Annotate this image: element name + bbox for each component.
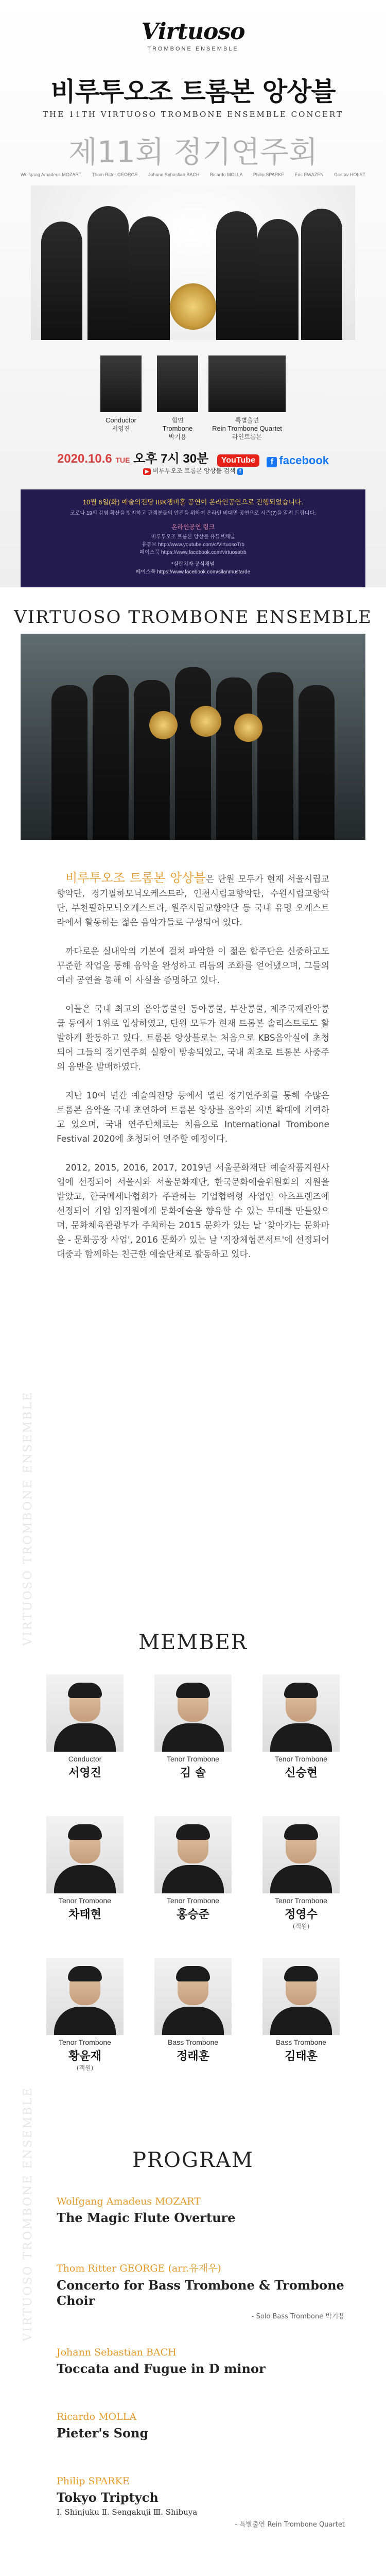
intro-paragraph: 2012, 2015, 2016, 2017, 2019년 서울문화재단 예술작품지원사업에 선정되어 서울시와 서울문화재단, 한국문화예술위원회의 지원을 받았고, 한국메세나협회가 주관하는 기업협력형 사업인 아츠프렌즈에 선정되어 기업 임직원에게 문화예술을 향유할 수 있는 무대를 만들었으며, 문화체육관광부가 주최하는 2015 문화가 있는 날 '찾아가는 문화마을 - 문화공장 사업', 2016 문화가 있는 날 '직장체험콘서트'에 선정되어 대중과 함께하는 친근한 예술단체로 활동하고 있다.	[57, 1163, 329, 1260]
program-composer: Ricardo MOLLA	[57, 2411, 137, 2422]
member-photo	[46, 1958, 124, 2035]
member-photo	[154, 1816, 232, 1893]
performer-silhouette	[216, 211, 257, 340]
program-composer: Wolfgang Amadeus MOZART	[57, 2196, 201, 2207]
trombone-bell-icon	[170, 283, 216, 330]
poster-header	[0, 0, 386, 587]
composer-strip-item: Philip SPARKE	[253, 172, 285, 177]
member-card	[41, 1958, 129, 2072]
performer-silhouette	[129, 216, 170, 340]
concert-title-korean: 비루투오조 트롬본 앙상블	[50, 77, 336, 107]
member-name: 정래훈	[177, 2050, 209, 2063]
trombone-bell-icon	[190, 706, 221, 737]
member-role: Tenor Trombone	[275, 1755, 327, 1763]
concert-subtitle: 제11회 정기연주회	[68, 134, 318, 170]
logo-main: Virtuoso	[141, 19, 245, 45]
performer-silhouette	[257, 219, 299, 340]
facebook-mini-icon: f	[237, 468, 243, 475]
member-card	[257, 1674, 345, 1780]
member-photo	[262, 1674, 340, 1752]
soloist-photo	[157, 355, 198, 412]
member-silhouette	[299, 685, 335, 840]
member-photo	[46, 1674, 124, 1752]
program-solo: - Solo Bass Trombone 박기용	[251, 2313, 345, 2320]
hero-photo	[31, 185, 355, 340]
member-card	[149, 1958, 237, 2063]
program-item	[57, 2411, 345, 2441]
member-role: Bass Trombone	[167, 2038, 219, 2046]
member-name: 홍승준	[177, 1908, 209, 1921]
notice-extra-links[interactable]: *실란치자 공식채널 페이스북 https://www.facebook.com/silanmustarde	[135, 562, 251, 575]
member-role: Tenor Trombone	[167, 1755, 219, 1763]
program-item	[57, 2196, 345, 2226]
member-name: 황윤재	[68, 2050, 101, 2063]
program-item	[57, 2261, 345, 2322]
composer-strip	[21, 172, 365, 177]
event-time: 오후 7시 30분	[133, 452, 209, 466]
intro-paragraph: 이들은 국내 최고의 음악콩쿨인 동아콩쿨, 부산콩쿨, 제주국제관악콩쿨 등에서 1위로 입상하였고, 단원 모두가 현재 트롬본 솔리스트로도 활발하게 활동하고 있다. 트롬본 앙상블로는 처음으로 KBS음악실에 초청되어 그들의 정기연주회 실황이 방송되었고, 국내 최초로 트롬본 사중주의 음반을 발매하였다.	[57, 1004, 329, 1072]
member-role: Tenor Trombone	[59, 2038, 111, 2046]
performer-silhouette	[87, 206, 129, 340]
member-name: 신승현	[285, 1767, 318, 1780]
composer-strip-item: Gustav HOLST	[334, 172, 365, 177]
event-date: 2020.10.6 TUE 오후 7시 30분	[57, 452, 209, 466]
member-photo	[262, 1816, 340, 1893]
program-item	[57, 2476, 345, 2530]
performer-label: Conductor 서영진	[106, 416, 136, 432]
member-role: Bass Trombone	[275, 2038, 327, 2046]
trombone-bell-icon	[149, 711, 178, 739]
member-name: 서영진	[68, 1767, 101, 1780]
member-name: 김태훈	[285, 2050, 318, 2063]
intro-paragraph: 비루투오조 트롬본 앙상블은 단원 모두가 현재 서울시립교향악단, 경기필하모닉오케스트라, 인천시립교향악단, 수원시립교향악단, 부천필하모닉오케스트라, 원주시립교향악단 등 국내 유명 오케스트라에서 활동하는 젊은 음악가들로 구성되어 있다.	[57, 871, 330, 928]
member-card	[257, 1958, 345, 2063]
side-watermark: VIRTUOSO TROMBONE ENSEMBLE	[22, 1391, 34, 1646]
program-work: Pieter's Song	[57, 2426, 149, 2441]
program-composer: Johann Sebastian BACH	[57, 2347, 177, 2358]
notice-headline: 10월 6일(화) 예술의전당 IBK챔버홀 공연이 온라인공연으로 진행되었습니다.	[82, 498, 304, 506]
member-silhouette	[257, 672, 293, 840]
composer-strip-item: Johann Sebastian BACH	[148, 172, 200, 177]
notice-links[interactable]: 비루투오조 트롬본 앙상블 유튜브채널 유튜브 http://www.youtube.com/c/VirtuosoTrb 페이스북 https://www.facebook.com/virtuosotrb	[139, 534, 247, 555]
program-title: PROGRAM	[132, 2148, 254, 2172]
performer-label: 특별출연 Rein Trombone Quartet 라인트롬본	[212, 417, 282, 440]
member-role: Conductor	[68, 1755, 102, 1763]
member-note: (객원)	[76, 2064, 94, 2072]
online-notice-box	[21, 489, 365, 587]
member-silhouette	[93, 675, 129, 840]
intro-highlight: 비루투오조 트롬본 앙상블	[65, 871, 206, 885]
program-work: Concerto for Bass Trombone & Trombone Choir	[57, 2278, 344, 2308]
conductor-photo	[100, 355, 142, 412]
concert-title-english: THE 11TH VIRTUOSO TROMBONE ENSEMBLE CONCERT	[43, 110, 343, 119]
facebook-logo-icon[interactable]: f facebook	[267, 454, 329, 467]
ensemble-logo	[0, 19, 386, 52]
intro-paragraph: 지난 10여 년간 예술의전당 등에서 열린 정기연주회를 통해 수많은 트롬본 음악을 국내 초연하여 트롬본 앙상블 음악의 저변 확대에 기여하고 있으며, 국내 연주단체로는 처음으로 International Trombone Festival 2020에 초청되어 연주할 예정이다.	[57, 1091, 329, 1144]
youtube-mini-icon: ▶	[143, 468, 151, 475]
member-card	[41, 1816, 129, 1922]
member-role: Tenor Trombone	[59, 1896, 111, 1905]
composer-strip-item: Thom Ritter GEORGE	[92, 172, 138, 177]
intro-paragraph: 까다로운 실내악의 기본에 걸쳐 파악한 이 젊은 합주단은 신중하고도 꾸준한 작업을 통해 음악을 완성하고 리듬의 조화를 얻어냈으며, 그들의 여러 공연을 통해 이 사실을 증명하고 있다.	[57, 946, 329, 986]
performer-label: 협연 Trombone 박기용	[162, 417, 193, 440]
logo-sub: TROMBONE ENSEMBLE	[147, 46, 239, 52]
program-item	[57, 2347, 345, 2377]
youtube-logo-icon[interactable]: YouTube	[217, 454, 259, 467]
program-work: Toccata and Fugue in D minor	[57, 2361, 266, 2376]
notice-link-title: 온라인공연 링크	[171, 523, 215, 531]
program-work: Tokyo Triptych	[57, 2490, 159, 2505]
side-watermark: VIRTUOSO TROMBONE ENSEMBLE	[22, 2087, 34, 2342]
event-day: TUE	[115, 456, 130, 464]
member-role: Tenor Trombone	[167, 1896, 219, 1905]
program-work: The Magic Flute Overture	[57, 2210, 236, 2225]
member-note: (객원)	[292, 1923, 310, 1930]
member-photo	[154, 1674, 232, 1752]
program-solo: - 특별출연 Rein Trombone Quartet	[235, 2521, 345, 2529]
program-composer: Thom Ritter GEORGE (arr.유재우)	[57, 2263, 221, 2274]
quartet-photo	[208, 355, 286, 412]
member-silhouette	[51, 685, 87, 840]
ensemble-title: VIRTUOSO TROMBONE ENSEMBLE	[14, 607, 372, 628]
member-name: 차태현	[68, 1908, 101, 1921]
program-composer: Philip SPARKE	[57, 2476, 130, 2487]
ensemble-introduction	[57, 871, 329, 1276]
performer-silhouette	[301, 209, 342, 340]
ensemble-photo	[21, 634, 365, 840]
member-card	[257, 1816, 345, 1930]
member-silhouette	[216, 677, 252, 840]
composer-strip-item: Wolfgang Amadeus MOZART	[21, 172, 82, 177]
channel-search-row	[0, 466, 386, 475]
member-card	[149, 1674, 237, 1780]
featured-performers	[0, 355, 386, 438]
trombone-bell-icon	[234, 714, 262, 742]
member-photo	[262, 1958, 340, 2035]
event-date-row	[0, 448, 386, 467]
performer-silhouette	[41, 222, 82, 340]
member-photo	[154, 1958, 232, 2035]
members-title: MEMBER	[138, 1631, 248, 1654]
channel-search-text: 비루투오조 트롬본 앙상블 검색	[152, 467, 236, 474]
member-photo	[46, 1816, 124, 1893]
member-silhouette	[134, 680, 170, 840]
composer-strip-item: Eric EWAZEN	[294, 172, 324, 177]
member-card	[149, 1816, 237, 1922]
program-movements: Ⅰ. Shinjuku Ⅱ. Sengakuji Ⅲ. Shibuya	[57, 2507, 198, 2517]
notice-detail: 코로나 19의 감염 확산을 방지하고 관객분들의 안전을 위하여 온라인 비대면 공연으로 시즌(?)을 알려 드립니다.	[70, 511, 316, 516]
member-silhouette	[175, 667, 211, 840]
member-name: 정영수	[285, 1908, 318, 1921]
member-name: 김 솔	[180, 1767, 206, 1780]
member-role: Tenor Trombone	[275, 1896, 327, 1905]
member-card	[41, 1674, 129, 1780]
composer-strip-item: Ricardo MOLLA	[209, 172, 243, 177]
